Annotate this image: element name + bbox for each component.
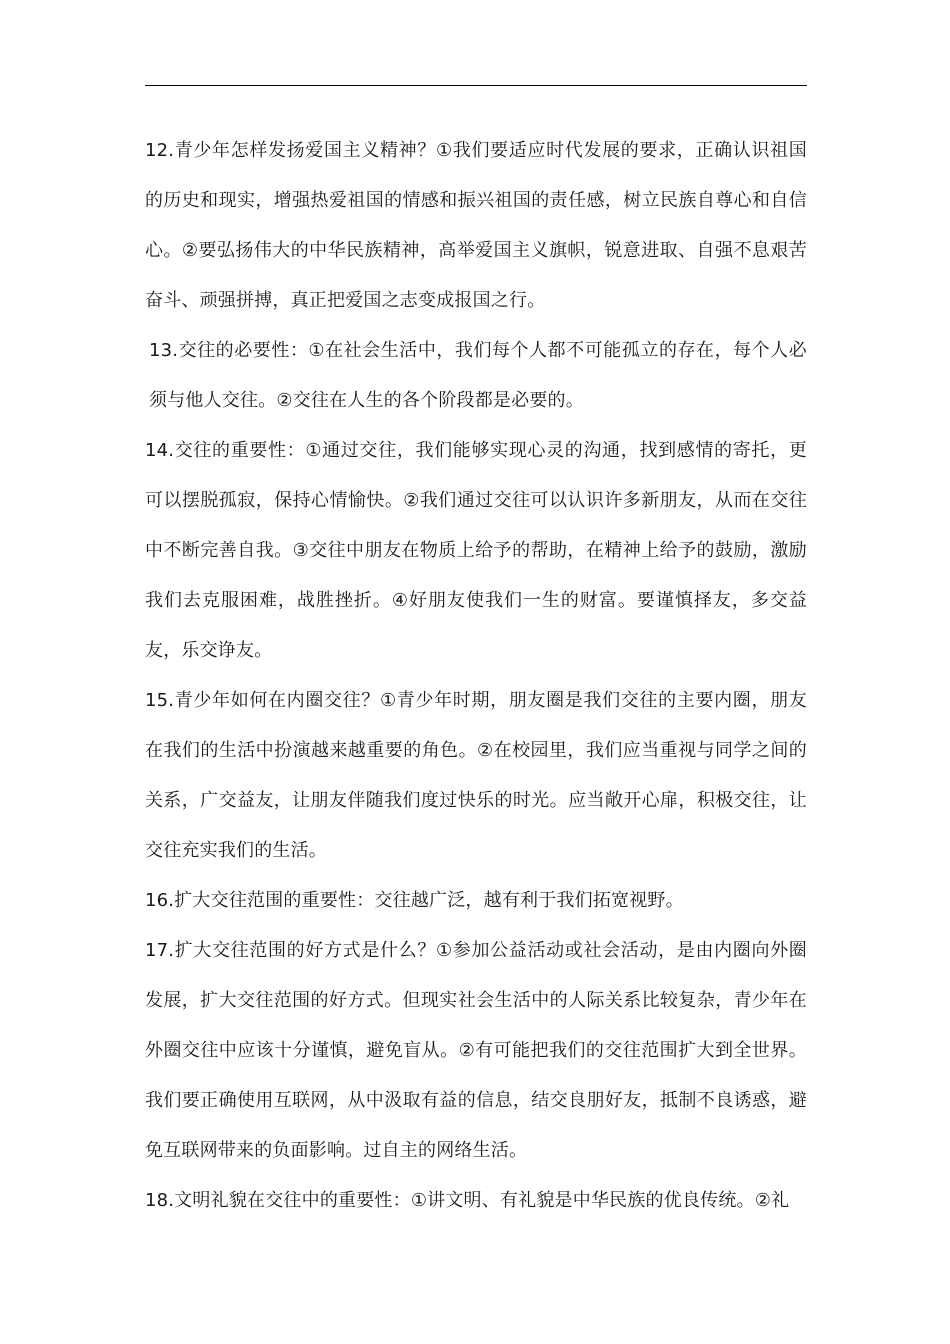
paragraph-18: 18.文明礼貌在交往中的重要性：①讲文明、有礼貌是中华民族的优良传统。②礼 — [145, 1190, 790, 1211]
document-body — [145, 126, 807, 1226]
paragraph-13: 13.交往的必要性：①在社会生活中，我们每个人都不可能孤立的存在，每个人必须与他人交往。②交往在人生的各个阶段都是必要的。 — [149, 340, 807, 411]
paragraph-12: 12.青少年怎样发扬爱国主义精神？①我们要适应时代发展的要求，正确认识祖国的历史和现实，增强热爱祖国的情感和振兴祖国的责任感，树立民族自尊心和自信心。②要弘扬伟大的中华民族精神，高举爱国主义旗帜，锐意进取、自强不息艰苦奋斗、顽强拼搏，真正把爱国之志变成报国之行。 — [145, 140, 807, 311]
paragraph-16: 16.扩大交往范围的重要性：交往越广泛，越有利于我们拓宽视野。 — [145, 890, 684, 911]
paragraph-17: 17.扩大交往范围的好方式是什么？①参加公益活动或社会活动，是由内圈向外圈发展，扩大交往范围的好方式。但现实社会生活中的人际关系比较复杂，青少年在外圈交往中应该十分谨慎，避免盲从。②有可能把我们的交往范围扩大到全世界。我们要正确使用互联网，从中汲取有益的信息，结交良朋好友，抵制不良诱惑，避免互联网带来的负面影响。过自主的网络生活。 — [145, 940, 807, 1161]
paragraph-15: 15.青少年如何在内圈交往？①青少年时期，朋友圈是我们交往的主要内圈，朋友在我们的生活中扮演越来越重要的角色。②在校园里，我们应当重视与同学之间的关系，广交益友，让朋友伴随我们度过快乐的时光。应当敞开心扉，积极交往，让交往充实我们的生活。 — [145, 690, 807, 861]
header-rule — [145, 85, 807, 86]
paragraph-14: 14.交往的重要性：①通过交往，我们能够实现心灵的沟通，找到感情的寄托，更可以摆脱孤寂，保持心情愉快。②我们通过交往可以认识许多新朋友，从而在交往中不断完善自我。③交往中朋友在物质上给予的帮助，在精神上给予的鼓励，激励我们去克服困难，战胜挫折。④好朋友使我们一生的财富。要谨慎择友，多交益友，乐交诤友。 — [145, 440, 807, 661]
